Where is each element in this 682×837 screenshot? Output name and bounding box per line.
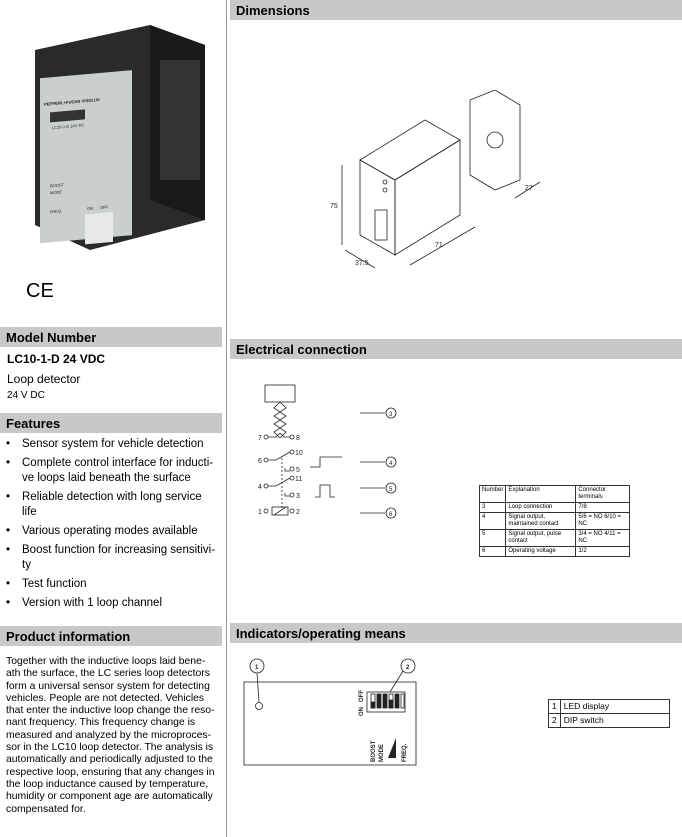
features-list — [0, 437, 222, 615]
table-cell: 5 — [480, 530, 506, 547]
product-info-line: measured and analyzed by the microproces- — [6, 729, 212, 741]
table-cell: Signal output, pulse contact — [506, 530, 576, 547]
connection-table — [479, 485, 630, 557]
svg-text:6: 6 — [258, 458, 262, 465]
dim-height: 75 — [330, 203, 338, 210]
svg-text:11: 11 — [295, 476, 303, 483]
svg-text:10: 10 — [295, 450, 303, 457]
dim-depth: 37.5 — [355, 260, 369, 267]
table-cell: Operating voltage — [506, 547, 576, 557]
product-info-heading: Product information — [0, 626, 222, 646]
product-info-text — [6, 656, 215, 816]
svg-text:OFF: OFF — [359, 690, 365, 702]
front-panel-diagram — [240, 650, 440, 780]
table-row — [549, 700, 670, 714]
svg-text:3: 3 — [296, 493, 300, 500]
photo-brand: PEPPERL+FUCHS VISOLUX — [44, 97, 100, 107]
model-voltage: 24 V DC — [7, 390, 45, 401]
model-number: LC10-1-D 24 VDC — [7, 352, 106, 366]
ce-mark: CE — [26, 280, 54, 302]
svg-text:2: 2 — [296, 509, 300, 516]
table-row — [480, 547, 630, 557]
electrical-heading: Electrical connection — [230, 339, 682, 359]
table-cell: DIP switch — [560, 714, 669, 728]
product-info-line: Together with the inductive loops laid bene- — [6, 656, 206, 667]
indicators-heading: Indicators/operating means — [230, 623, 682, 643]
model-description: Loop detector — [7, 372, 81, 386]
features-heading: Features — [0, 413, 222, 433]
dimensions-heading: Dimensions — [230, 0, 682, 20]
dim-socket: 27 — [525, 185, 533, 192]
svg-text:7: 7 — [258, 435, 262, 442]
table-row — [480, 503, 630, 513]
feature-item — [0, 456, 222, 486]
table-cell: 4 — [480, 513, 506, 530]
photo-label-on: ON — [87, 205, 93, 212]
svg-text:5: 5 — [389, 487, 393, 493]
feature-text: • Boost function for increasing sensitivi- — [22, 544, 216, 556]
feature-text: • Test function — [22, 578, 87, 590]
svg-text:MODE: MODE — [379, 744, 385, 762]
svg-text:3: 3 — [389, 412, 393, 418]
dim-width: 71 — [435, 242, 443, 249]
feature-text: • Version with 1 loop channel — [22, 597, 163, 609]
wiring-diagram — [230, 370, 410, 530]
feature-item — [0, 596, 222, 611]
feature-item — [0, 577, 222, 592]
svg-text:FREQ.: FREQ. — [402, 743, 408, 762]
product-info-line: the loop inductance caused by temperature, — [6, 778, 209, 790]
svg-text:2: 2 — [406, 665, 410, 671]
table-cell: 3/4 = NO 4/11 = NC — [576, 530, 630, 547]
feature-item — [0, 437, 222, 452]
product-info-line: respective loop, ensuring that any changes in — [6, 766, 215, 778]
svg-text:ON: ON — [359, 707, 365, 716]
product-info-line: humidity or component age are automatically — [6, 791, 213, 803]
svg-text:8: 8 — [296, 435, 300, 442]
table-cell: 6 — [480, 547, 506, 557]
product-info-line: nant frequency. This frequency change is — [6, 717, 196, 729]
svg-text:6: 6 — [389, 512, 393, 518]
product-info-line: sor in the LC10 loop detector. The analysis is — [6, 742, 214, 754]
svg-text:BOOST: BOOST — [371, 740, 377, 762]
indicators-table — [548, 699, 670, 728]
product-info-line: vehicles. People are not detected. Vehicles — [6, 692, 205, 704]
table-header — [480, 486, 630, 503]
column-divider — [226, 0, 227, 837]
feature-text: ve loops laid beneath the surface — [22, 472, 191, 484]
photo-label-boost: BOOST — [50, 182, 64, 189]
product-photo — [20, 20, 220, 260]
table-cell: Connector terminals — [576, 486, 630, 503]
product-info-line: automatically and periodically adjusted to the — [6, 754, 213, 766]
feature-text: • Various operating modes available — [22, 525, 198, 537]
svg-text:1: 1 — [255, 665, 259, 671]
table-cell: 7/8 — [576, 503, 630, 513]
svg-text:5: 5 — [296, 467, 300, 474]
photo-label-mode: MODE — [50, 189, 62, 196]
feature-text: • Reliable detection with long service — [22, 491, 202, 503]
feature-item — [0, 543, 222, 573]
product-info-line: that enter the inductive loop change the reso- — [6, 705, 215, 717]
table-row — [549, 714, 670, 728]
svg-text:4: 4 — [389, 461, 393, 467]
svg-text:1: 1 — [258, 509, 262, 516]
model-number-heading: Model Number — [0, 327, 222, 347]
feature-text: ty — [22, 559, 31, 571]
table-cell: Explanation — [506, 486, 576, 503]
table-cell: 2 — [549, 714, 561, 728]
feature-item — [0, 490, 222, 520]
table-cell: Number — [480, 486, 506, 503]
table-cell: 1 — [549, 700, 561, 714]
feature-text: life — [22, 506, 37, 518]
feature-text: • Sensor system for vehicle detection — [22, 438, 204, 450]
table-cell: 5/6 = NO 6/10 = NC — [576, 513, 630, 530]
table-cell: Loop connection — [506, 503, 576, 513]
table-cell: 1/2 — [576, 547, 630, 557]
photo-label-freq: FREQ. — [50, 208, 63, 215]
table-row — [480, 513, 630, 530]
photo-label-off: OFF — [100, 204, 108, 210]
table-cell: Signal output, maintained contact — [506, 513, 576, 530]
feature-text: • Complete control interface for inducti- — [22, 457, 214, 469]
product-info-line: form a universal sensor system for detecting — [6, 680, 210, 692]
dimensions-drawing — [320, 90, 560, 270]
product-info-line: ath the surface, the LC series loop detectors — [6, 668, 210, 680]
product-info-line: compensated for. — [6, 803, 86, 815]
table-row — [480, 530, 630, 547]
table-cell: LED display — [560, 700, 669, 714]
table-cell: 3 — [480, 503, 506, 513]
photo-model: LC10-1-D 24V DC — [52, 122, 85, 131]
feature-item — [0, 524, 222, 539]
svg-text:4: 4 — [258, 484, 262, 491]
